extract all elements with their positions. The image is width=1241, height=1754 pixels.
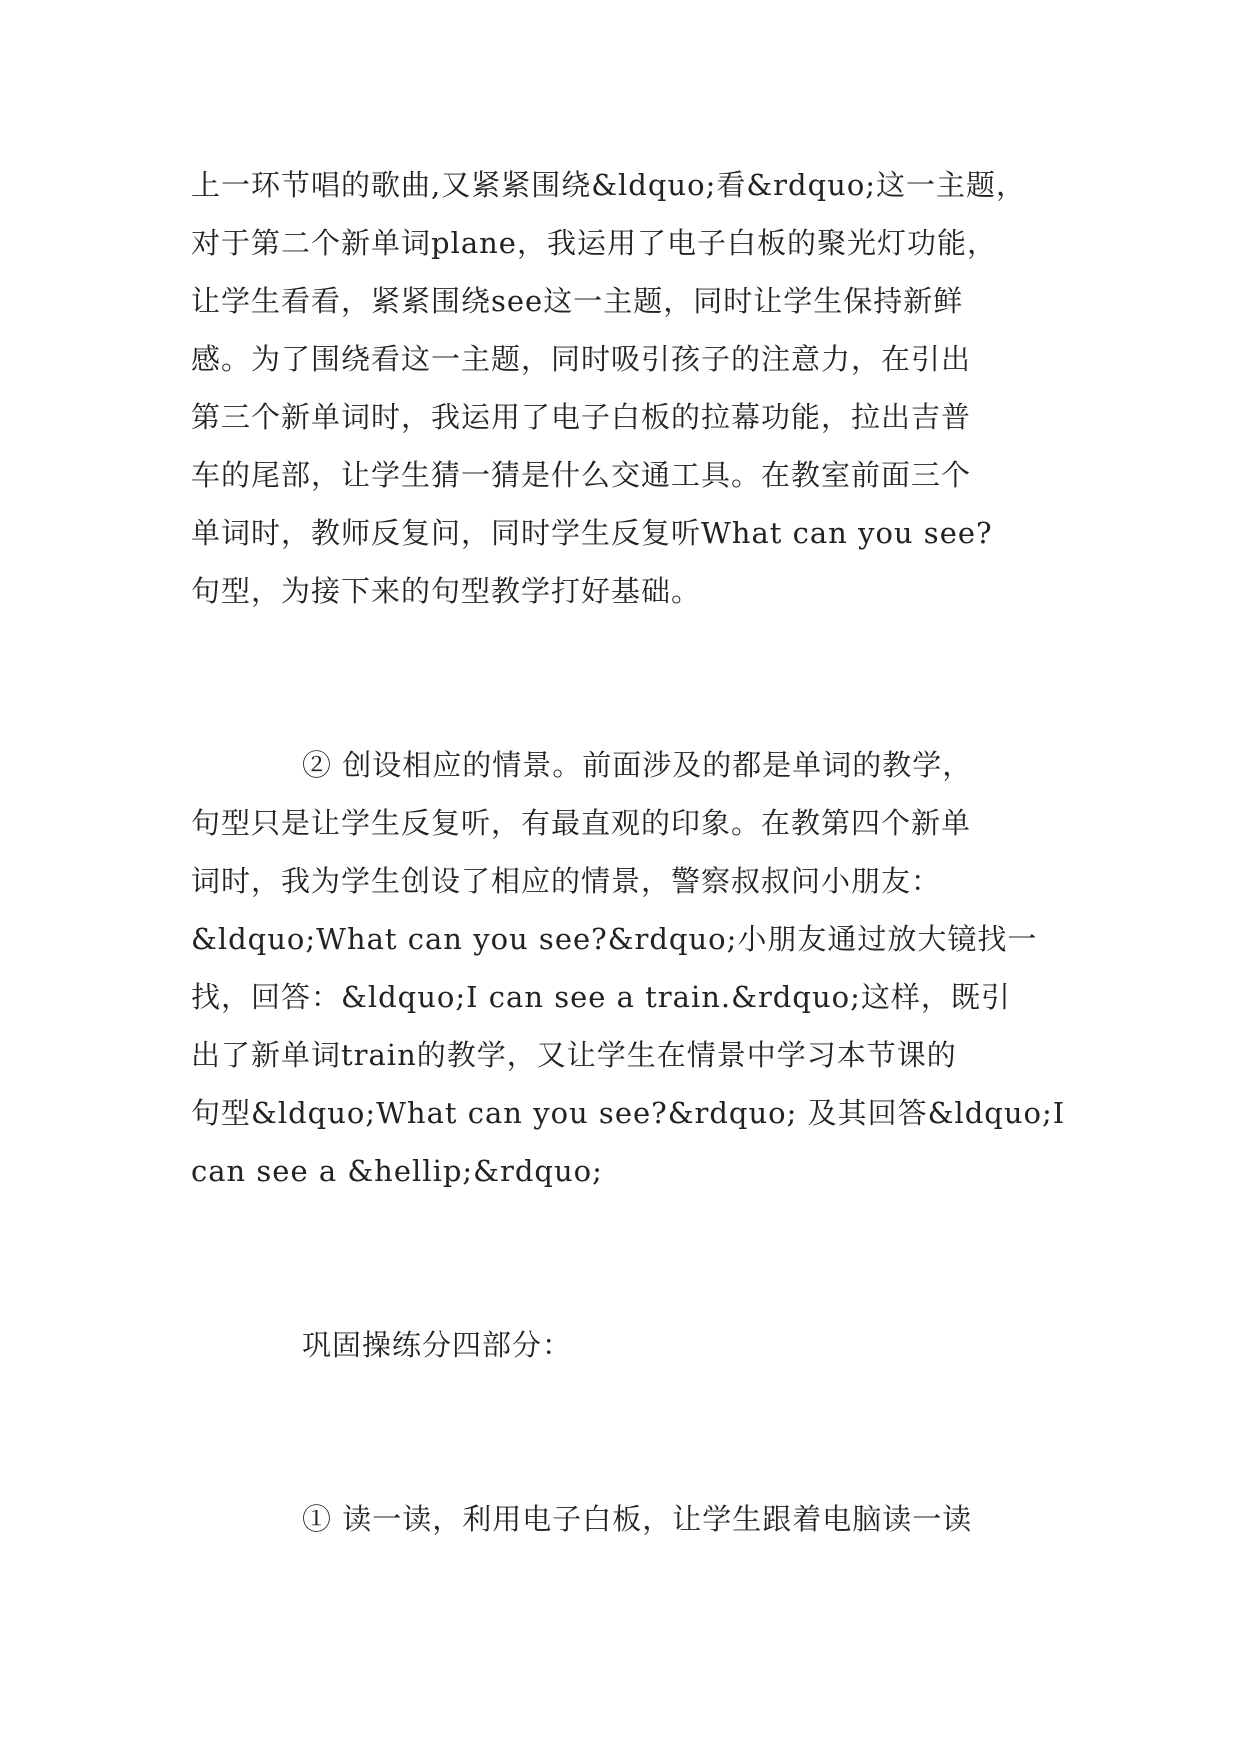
paragraph-line: 出了新单词train的教学，又让学生在情景中学习本节课的 (191, 1038, 957, 1072)
paragraph-line: 车的尾部，让学生猜一猜是什么交通工具。在教室前面三个 (191, 458, 972, 492)
paragraph-line: 让学生看看，紧紧围绕see这一主题，同时让学生保持新鲜 (191, 284, 964, 318)
paragraph-line: can see a &hellip;&rdquo; (191, 1154, 603, 1188)
paragraph-line: ② 创设相应的情景。前面涉及的都是单词的教学， (302, 748, 973, 782)
paragraph-line: 句型，为接下来的句型教学打好基础。 (191, 574, 702, 608)
paragraph-3: 巩固操练分四部分： (302, 1328, 573, 1362)
paragraph-line: 找，回答：&ldquo;I can see a train.&rdquo;这样，既引 (191, 980, 1011, 1014)
paragraph-line: 词时，我为学生创设了相应的情景，警察叔叔问小朋友： (191, 864, 942, 898)
paragraph-line: 对于第二个新单词plane，我运用了电子白板的聚光灯功能， (191, 226, 997, 260)
paragraph-4: ① 读一读，利用电子白板，让学生跟着电脑读一读 (302, 1502, 973, 1536)
paragraph-line: 单词时，教师反复问，同时学生反复听What can you see? (191, 516, 993, 550)
paragraph-line: 句型只是让学生反复听，有最直观的印象。在教第四个新单 (191, 806, 972, 840)
paragraph-line: 句型&ldquo;What can you see?&rdquo; 及其回答&ldquo;I (191, 1096, 1066, 1130)
paragraph-line: 感。为了围绕看这一主题，同时吸引孩子的注意力，在引出 (191, 342, 972, 376)
paragraph-line: &ldquo;What can you see?&rdquo;小朋友通过放大镜找一 (191, 922, 1038, 956)
paragraph-line: 第三个新单词时，我运用了电子白板的拉幕功能，拉出吉普 (191, 400, 972, 434)
paragraph-line: 上一环节唱的歌曲,又紧紧围绕&ldquo;看&rdquo;这一主题， (191, 168, 1027, 202)
